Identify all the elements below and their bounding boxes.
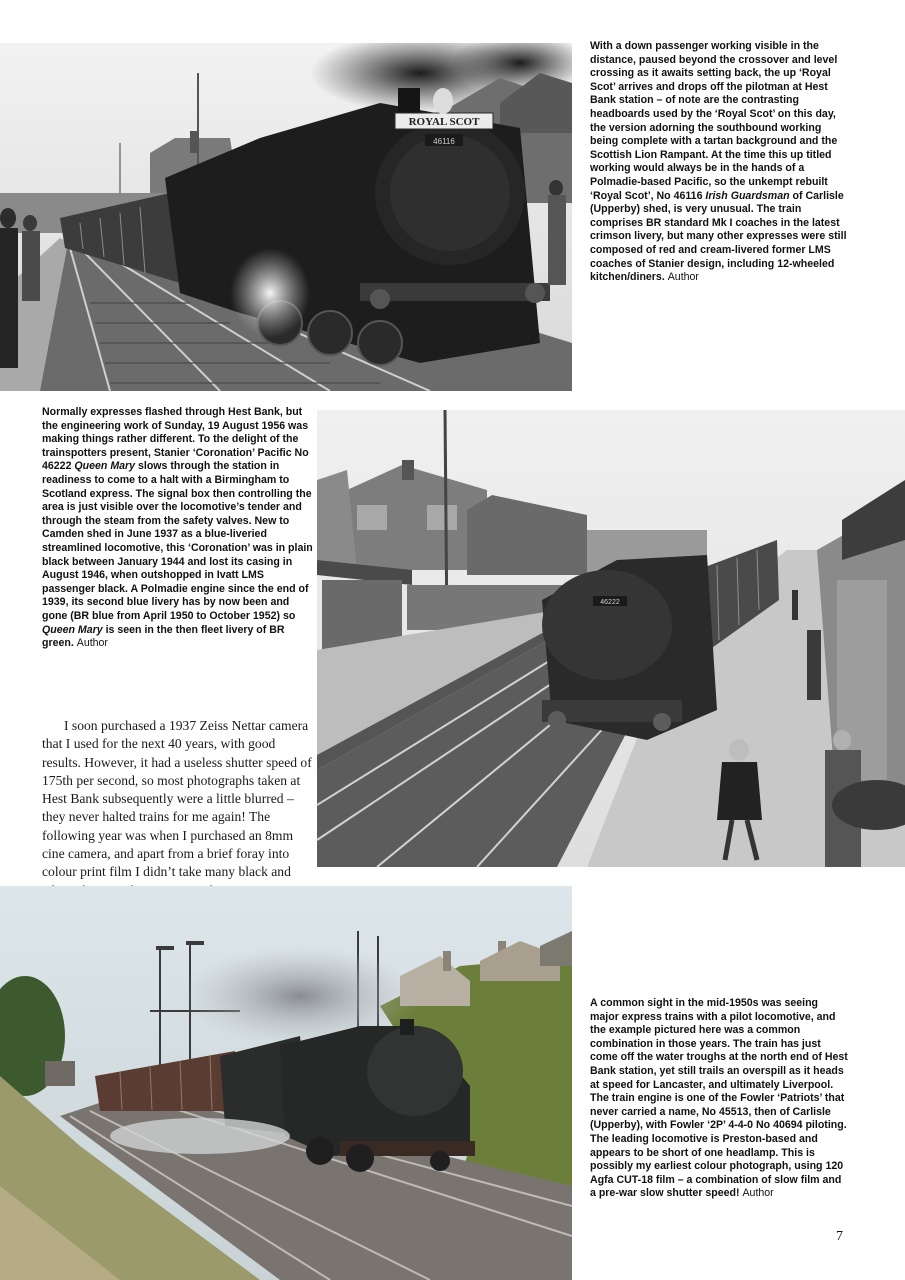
caption-pilot [590,997,848,1201]
caption-text: is seen in the then fleet livery of BR green. [42,623,285,650]
photo-queen-mary [317,410,905,867]
smokebox-number: 46222 [600,599,620,606]
caption-royal-scot [590,40,848,285]
photo-royal-scot [0,43,572,391]
caption-text: With a down passenger working visible in the distance, paused beyond the crossover and level crossing as it awaits setting back, the up ‘Royal Scot’ arrives and drops off the pilotman at Hest Bank station – of note are the contrasting headboards used by the ‘Royal Scot’ on this day, the version adorning the southbound working being complete with a tartan background and the Scottish Lion Rampant. At the time this up titled working would always be in the hands of a Polmadie-based Pacific, so the unkempt rebuilt ‘Royal Scot’, No 46116 [590,40,838,202]
photo-pilot-locomotive [0,886,572,1280]
page-number: 7 [836,1229,843,1244]
headboard-text: ROYAL SCOT [408,116,480,128]
caption-italic: Queen Mary [42,623,103,636]
caption-text: of Carlisle (Upperby) shed, is very unusual. The train comprises BR standard Mk I coaches in the latest crimson livery, but many other expresses were still composed of red and cream-livered former LMS coaches of Stanier design, including 12-wheeled kitchen/diners. [590,189,847,284]
caption-text: Normally expresses flashed through Hest Bank, but the engineering work of Sunday, 19 August 1956 was making things rather different. To the delight of the trainspotters present, Stanier ‘Coronation’ Pacific No 46222 [42,406,309,473]
photo-credit: Author [742,1187,774,1200]
photo-credit: Author [667,271,699,284]
photo-credit: Author [76,637,108,650]
smokebox-number: 46116 [433,137,455,146]
caption-queen-mary [42,406,314,651]
caption-italic: Irish Guardsman [705,189,790,202]
caption-text: slows through the station in readiness to come to a halt with a Birmingham to Scotland express. The signal box then controlling the area is just visible over the locomotive’s tender and through the steam from the safety valves. New to Camden shed in June 1937 as a blue-liveried streamlined locomotive, this ‘Coronation’ was in plain black between January 1944 and lost its casing in August 1946, when outshopped in Ivatt LMS passenger black. A Polmadie engine since the end of 1939, its second blue livery has by now been and gone (BR blue from April 1950 to October 1952) so [42,460,313,622]
caption-text: A common sight in the mid-1950s was seeing major express trains with a pilot locomotive, and the example pictured here was a common combination in those years. The train has just come off the water troughs at the north end of Hest Bank station, yet still trails an overspill as it heads at speed for Lancaster, and ultimately Liverpool. The train engine is one of the Fowler ‘Patriots’ that never carried a name, No 45513, then of Carlisle (Upperby), with Fowler ‘2P’ 4-4-0 No 40694 piloting. The leading locomotive is Preston-based and appears to be short of one headlamp. This is possibly my earliest colour photograph, using 120 Agfa CUT-18 film – a combination of slow film and a pre-war slow shutter speed! [590,997,848,1200]
caption-italic: Queen Mary [74,460,136,473]
body-text: I soon purchased a 1937 Zeiss Nettar camera that I used for the next 40 years, with good results. However, it had a useless shutter speed of 175th per second, so most photographs taken at Hest Bank subsequently were a little blurred – they never halted trains for me again! The following year was when I purchased an 8mm cine camera, and apart from a brief foray into colour print film I didn’t take many black and [42,718,312,880]
